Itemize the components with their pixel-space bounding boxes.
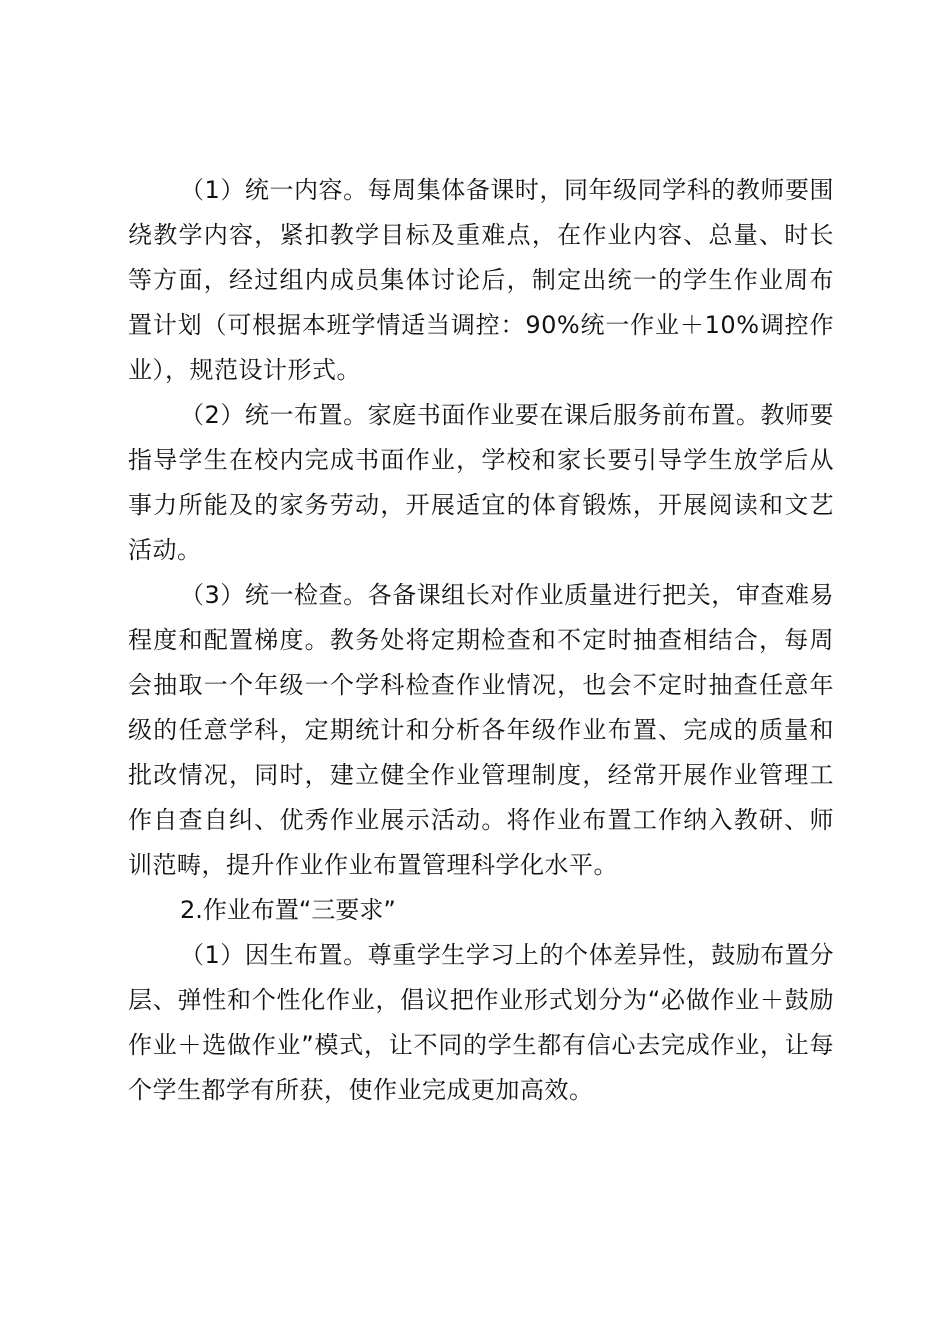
paragraph-unified-inspection: （3）统一检查。各备课组长对作业质量进行把关，审查难易程度和配置梯度。教务处将定期检查和不定时抽查相结合，每周会抽取一个年级一个学科检查作业情况，也会不定时抽查任意年级的任意学科，定期统计和分析各年级作业布置、完成的质量和批改情况，同时，建立健全作业管理制度，经常开展作业管理工作自查自纠、优秀作业展示活动。将作业布置工作纳入教研、师训范畴，提升作业作业布置管理科学化水平。 xyxy=(128,581,834,879)
paragraph-unified-content: （1）统一内容。每周集体备课时，同年级同学科的教师要围绕教学内容，紧扣教学目标及重难点，在作业内容、总量、时长等方面，经过组内成员集体讨论后，制定出统一的学生作业周布置计划（可根据本班学情适当调控：90%统一作业＋10%调控作业），规范设计形式。 xyxy=(128,176,834,384)
paragraph-student-based-assignment: （1）因生布置。尊重学生学习上的个体差异性，鼓励布置分层、弹性和个性化作业，倡议把作业形式划分为“必做作业＋鼓励作业＋选做作业”模式，让不同的学生都有信心去完成作业，让每个学生都学有所获，使作业完成更加高效。 xyxy=(128,941,834,1104)
document-body xyxy=(128,168,834,1113)
paragraph-unified-assignment: （2）统一布置。家庭书面作业要在课后服务前布置。教师要指导学生在校内完成书面作业，学校和家长要引导学生放学后从事力所能及的家务劳动，开展适宜的体育锻炼，开展阅读和文艺活动。 xyxy=(128,401,834,564)
section-heading-three-requirements: 2.作业布置“三要求” xyxy=(180,896,396,924)
